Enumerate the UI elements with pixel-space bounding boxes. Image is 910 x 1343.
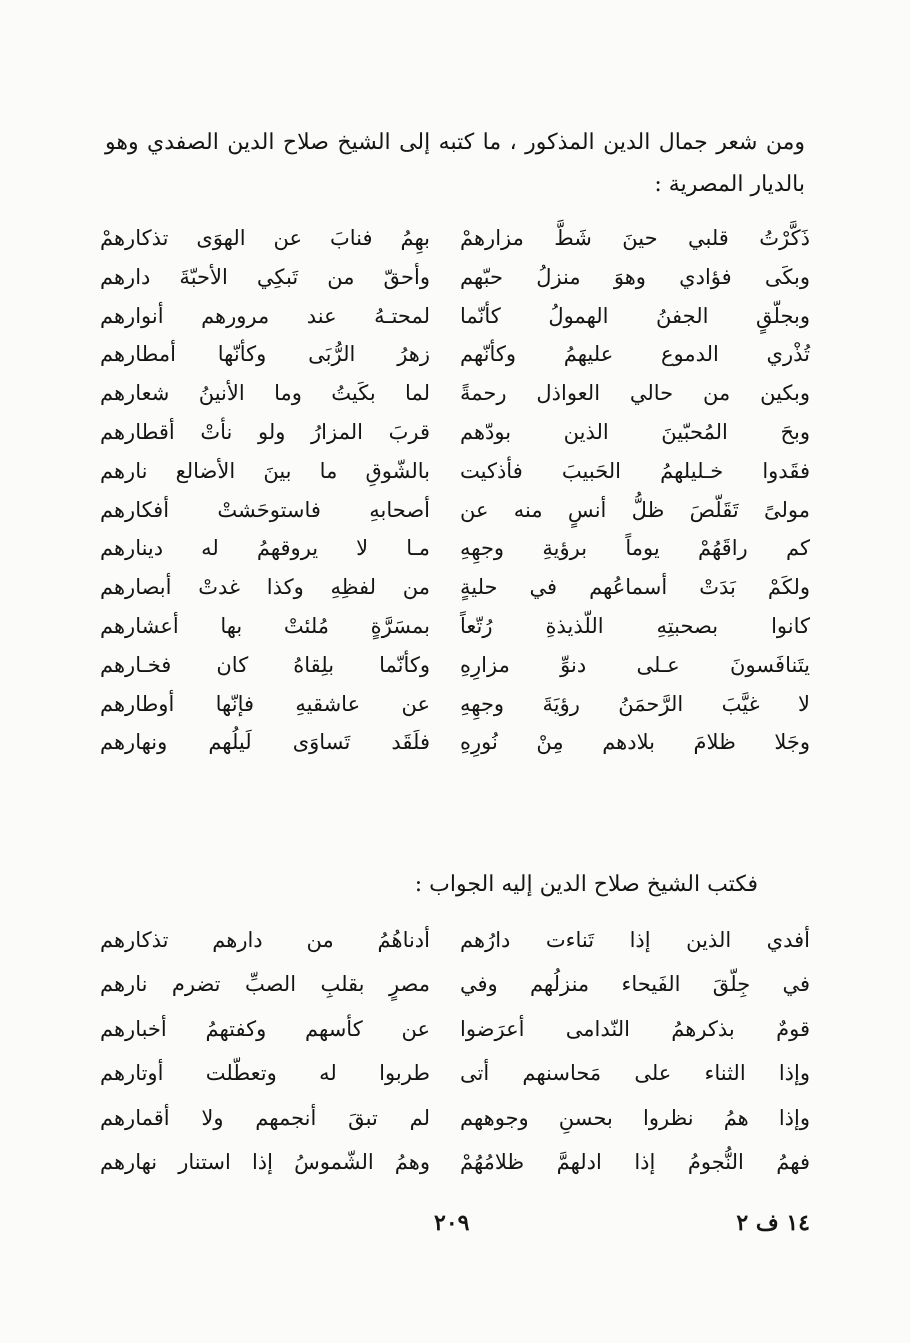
- verse-second-hemistich: قربَ المزارُ ولو نأتْ أقطارهم: [100, 419, 430, 444]
- verse-first-hemistich: قومٌ بذكرهمُ النّدامى أعرَضوا: [460, 1016, 810, 1041]
- verse-line: [100, 459, 810, 498]
- verse-second-hemistich: أدناهُمُ من دارهم تذكارهم: [100, 928, 430, 952]
- verse-first-hemistich: وإذا همُ نظروا بحسنِ وجوههم: [460, 1105, 810, 1130]
- verse-second-hemistich: بالشّوقِ ما بينَ الأضالع نارهم: [100, 458, 430, 483]
- verse-second-hemistich: مصرٍ بقلبِ الصبِّ تضرم نارهم: [100, 972, 430, 997]
- intro-paragraph: ومن شعر جمال الدين المذكور ، ما كتبه إلى الشيخ صلاح الدين الصفدي وهو بالديار المصرية :: [105, 130, 805, 197]
- verse-line: [100, 575, 810, 614]
- verse-second-hemistich: لمحتـهُ عند مرورهم أنوارهم: [100, 303, 430, 328]
- verse-first-hemistich: وبجلّقٍ الجفنُ الهمولُ كأنّما: [460, 303, 810, 328]
- verse-line: [100, 304, 810, 343]
- verse-first-hemistich: وإذا الثناء على مَحاسنهم أتى: [460, 1061, 810, 1086]
- verse-first-hemistich: وبحَ المُحبّينَ الذين بودّهم: [460, 419, 810, 444]
- verse-second-hemistich: طربوا له وتعطّلت أوتارهم: [100, 1061, 430, 1086]
- signature-mark: ١٤ ف ٢: [736, 1210, 810, 1236]
- verse-line: [100, 342, 810, 381]
- reply-poem: [100, 928, 810, 1194]
- verse-second-hemistich: عن عاشقيهِ فإنّها أوطارهم: [100, 691, 430, 716]
- verse-second-hemistich: زهرُ الرُّبَى وكأنّها أمطارهم: [100, 342, 430, 367]
- first-poem: [100, 226, 810, 769]
- verse-first-hemistich: في جِلّقَ الفَيحاء منزلُهم وفي: [460, 972, 810, 997]
- verse-second-hemistich: لما بكَيتُ وما الأنينُ شعارهم: [100, 381, 430, 406]
- verse-second-hemistich: مـا لا يروقهمُ له دينارهم: [100, 536, 430, 561]
- verse-first-hemistich: وجَلا ظلامَ بلادهم مِنْ نُورِهِ: [460, 730, 810, 755]
- verse-line: [100, 1106, 810, 1150]
- verse-first-hemistich: فقَدوا خـليلهمُ الحَبيبَ فأذكيت: [460, 458, 810, 483]
- verse-line: [100, 928, 810, 972]
- verse-line: [100, 1017, 810, 1061]
- verse-second-hemistich: من لفظِهِ وكذا غدتْ أبصارهم: [100, 575, 430, 600]
- verse-first-hemistich: وبكين من حالي العواذل رحمةً: [460, 381, 810, 406]
- verse-first-hemistich: مولىً تَقَلّصَ ظلُّ أنسٍ منه عن: [460, 497, 810, 522]
- verse-first-hemistich: لا غيَّبَ الرَّحمَنُ رؤيَةَ وجهِهِ: [460, 691, 810, 716]
- verse-second-hemistich: لم تبقَ أنجمهم ولا أقمارهم: [100, 1105, 430, 1130]
- verse-line: [100, 972, 810, 1016]
- verse-line: [100, 1061, 810, 1105]
- verse-line: [100, 614, 810, 653]
- verse-line: [100, 536, 810, 575]
- verse-line: [100, 1150, 810, 1194]
- verse-line: [100, 226, 810, 265]
- verse-line: [100, 265, 810, 304]
- verse-line: [100, 692, 810, 731]
- verse-line: [100, 420, 810, 459]
- verse-first-hemistich: وبكَى فؤادي وهوَ منزلُ حبّهم: [460, 264, 810, 289]
- verse-second-hemistich: وأحقّ من تَبكِي الأحبّةَ دارهم: [100, 264, 430, 289]
- reply-heading: فكتب الشيخ صلاح الدين إليه الجواب :: [414, 872, 758, 897]
- verse-second-hemistich: أصحابهِ فاستوحَشتْ أفكارهم: [100, 497, 430, 522]
- verse-second-hemistich: وهمُ الشّموسُ إذا استنار نهارهم: [100, 1149, 430, 1174]
- verse-second-hemistich: فلَقَد تَساوَى لَيلُهم ونهارهم: [100, 730, 430, 755]
- verse-line: [100, 498, 810, 537]
- verse-first-hemistich: تُذْري الدموع عليهمُ وكأنّهم: [460, 342, 810, 367]
- verse-first-hemistich: ولكَمْ بَدَتْ أسماعُهم في حليةٍ: [460, 575, 810, 600]
- verse-line: [100, 730, 810, 769]
- verse-second-hemistich: وكأنّما بلِقاهُ كان فخـارهم: [100, 652, 430, 677]
- verse-first-hemistich: كم راقَهُمْ يوماً برؤيةِ وجهِهِ: [460, 536, 810, 561]
- verse-first-hemistich: كانوا بصحبتِهِ اللّذيذةِ رُتّعاً: [460, 613, 810, 638]
- verse-line: [100, 653, 810, 692]
- verse-first-hemistich: ذَكَّرْتُ قلبي حينَ شَطَّ مزارهمْ: [460, 226, 810, 250]
- verse-first-hemistich: يتَنافَسونَ عـلى دنوِّ مزارِهِ: [460, 652, 810, 677]
- verse-second-hemistich: عن كأسهم وكفتهمُ أخبارهم: [100, 1016, 430, 1041]
- verse-line: [100, 381, 810, 420]
- verse-first-hemistich: فهمُ النُّجومُ إذا ادلهمَّ ظلامُهُمْ: [460, 1149, 810, 1174]
- verse-first-hemistich: أفدي الذين إذا تَناءت دارُهم: [460, 928, 810, 952]
- verse-second-hemistich: بهِمُ فنابَ عن الهوَى تذكارهمْ: [100, 226, 430, 250]
- page-number: ٢٠٩: [434, 1210, 470, 1236]
- verse-second-hemistich: بمسَرَّةٍ مُلئتْ بها أعشارهم: [100, 613, 430, 638]
